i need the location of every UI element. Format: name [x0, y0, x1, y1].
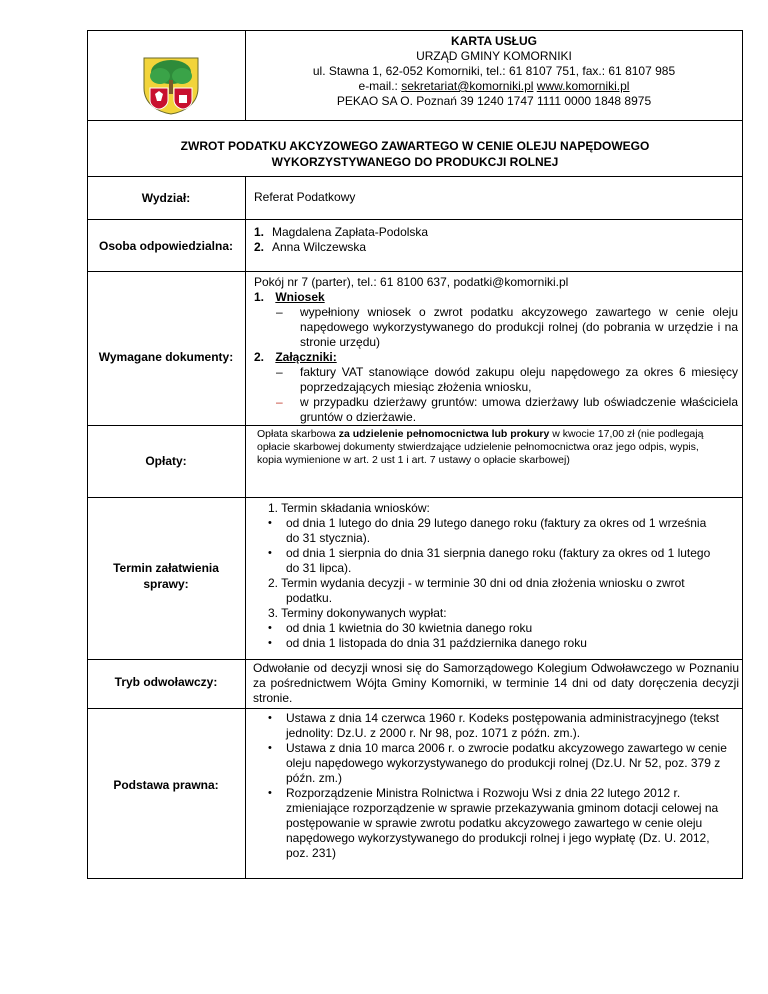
- oplaty-value: [257, 428, 709, 467]
- service-title-line-2: WYKORZYSTYWANEGO DO PRODUKCJI ROLNEJ: [271, 155, 559, 169]
- fee-text: w kwocie 17,00 zł (nie podlegają opłacie skarbowej dokumenty stwierdzające udzielenie pełnomocnictwa oraz jego odpis, wypis, kopia wymienione w art. 2 ust 1 i art. 7 ustawy o opłacie skarbowej): [257, 428, 704, 466]
- paragraph: 2. Termin wydania decyzji - w terminie 30 dni od dnia złożenia wniosku o zwrot: [268, 576, 685, 590]
- item-text: w przypadku dzierżawy gruntów: umowa dzierżawy lub oświadczenie właściciela gruntów o dzierżawie.: [300, 395, 738, 424]
- paragraph: 3. Terminy dokonywanych wypłat:: [268, 606, 447, 620]
- list-item: [268, 636, 718, 651]
- termin-label-line-2: sprawy:: [143, 577, 189, 591]
- dash-bullet: –: [276, 305, 283, 319]
- website-link[interactable]: www.komorniki.pl: [536, 79, 630, 93]
- service-title-line-1: ZWROT PODATKU AKCYZOWEGO ZAWARTEGO W CENIE OLEJU NAPĘDOWEGO: [180, 139, 650, 153]
- podstawa-content: [268, 711, 734, 861]
- list-item: [268, 711, 734, 741]
- item-text: od dnia 1 lutego do dnia 29 lutego danego roku (faktury za okres od 1 września do 31 stycznia).: [286, 516, 707, 545]
- section-title: Załączniki:: [275, 350, 337, 364]
- podstawa-label: Podstawa prawna:: [113, 778, 219, 792]
- bullet: •: [268, 787, 272, 799]
- divider: [87, 271, 743, 272]
- divider: [87, 659, 743, 660]
- osoba-contact: Pokój nr 7 (parter), tel.: 61 8100 637, podatki@komorniki.pl: [254, 275, 569, 289]
- list-item: [254, 225, 738, 240]
- osoba-label: Osoba odpowiedzialna:: [98, 239, 233, 253]
- bullet: •: [268, 712, 272, 724]
- section-number: 2.: [254, 350, 265, 364]
- bullet: •: [268, 547, 272, 559]
- item-text: Ustawa z dnia 14 czerwca 1960 r. Kodeks postępowania administracyjnego (tekst jednolity: Dz.U. z 2000 r. Nr 98, poz. 1071 z późn. zm.).: [286, 711, 719, 740]
- divider: [87, 176, 743, 177]
- list-item: [268, 741, 734, 786]
- dash-bullet: –: [276, 395, 283, 409]
- divider: [87, 708, 743, 709]
- section-2: [254, 350, 738, 365]
- header-block: [245, 34, 743, 109]
- dokumenty-content: [254, 290, 738, 425]
- list-item: [254, 240, 738, 255]
- bullet: •: [268, 637, 272, 649]
- list-number: 2.: [254, 240, 265, 254]
- item-text: faktury VAT stanowiące dowód zakupu oleju napędowego za okres 6 miesięcy poprzedzających miesiąc złożenia wniosku,: [300, 365, 738, 394]
- paragraph: 1. Termin składania wniosków:: [268, 501, 430, 515]
- wydzial-label: Wydział:: [141, 191, 191, 205]
- section-number: 1.: [254, 290, 265, 304]
- dokumenty-label: Wymagane dokumenty:: [98, 350, 234, 364]
- bullet: •: [268, 622, 272, 634]
- divider: [87, 425, 743, 426]
- section-1: [254, 290, 738, 305]
- list-item: [268, 621, 718, 636]
- bullet: •: [268, 742, 272, 754]
- office-address: ul. Stawna 1, 62-052 Komorniki, tel.: 61 8107 751, fax.: 61 8107 985: [312, 64, 676, 78]
- item-text: Ustawa z dnia 10 marca 2006 r. o zwrocie podatku akcyzowego zawartego w cenie oleju napędowego wykorzystywanego do produkcji rolnej (Dz.U. Nr 52, poz. 379 z późn. zm.): [286, 741, 727, 785]
- item-text: wypełniony wniosek o zwrot podatku akcyzowego zawartego w cenie oleju napędowego wykorzystywanego do produkcji rolnej (do pobrania w urzędzie i na stronie urzędu): [300, 305, 738, 349]
- list-item: [254, 305, 738, 350]
- item-text: od dnia 1 listopada do dnia 31 października danego roku: [286, 636, 587, 650]
- list-number: 1.: [254, 225, 265, 239]
- fee-text: Opłata skarbowa: [257, 428, 339, 440]
- oplaty-label: Opłaty:: [145, 454, 187, 468]
- paragraph: podatku.: [286, 591, 333, 605]
- wydzial-value: Referat Podatkowy: [254, 190, 356, 204]
- tryb-label: Tryb odwoławczy:: [114, 675, 218, 689]
- section-title: Wniosek: [275, 290, 325, 304]
- divider: [87, 497, 743, 498]
- column-divider: [245, 176, 246, 879]
- service-title: [88, 138, 742, 170]
- office-name: URZĄD GMINY KOMORNIKI: [416, 49, 572, 63]
- osoba-list: [254, 225, 738, 255]
- card-title: KARTA USŁUG: [451, 34, 537, 48]
- list-item: [268, 546, 718, 576]
- bank-account: PEKAO SA O. Poznań 39 1240 1747 1111 0000 1848 8975: [336, 94, 652, 108]
- tryb-value: Odwołanie od decyzji wnosi się do Samorządowego Kolegium Odwoławczego w Poznaniu za pośrednictwem Wójta Gminy Komorniki, w terminie 14 dni od daty doręczenia decyzji stronie.: [253, 661, 739, 705]
- termin-content: [268, 501, 718, 651]
- person-name: Magdalena Zapłata-Podolska: [272, 225, 429, 239]
- person-name: Anna Wilczewska: [272, 240, 367, 254]
- divider: [87, 120, 743, 121]
- termin-label-line-1: Termin załatwienia: [113, 561, 219, 575]
- list-item: [268, 516, 718, 546]
- list-item: [254, 365, 738, 395]
- termin-label: [88, 560, 244, 592]
- list-item: [268, 786, 734, 861]
- email-link[interactable]: sekretariat@komorniki.pl: [401, 79, 534, 93]
- item-text: od dnia 1 kwietnia do 30 kwietnia danego roku: [286, 621, 533, 635]
- dash-bullet: –: [276, 365, 283, 379]
- fee-text-bold: za udzielenie pełnomocnictwa lub prokury: [338, 428, 550, 440]
- list-item: [254, 395, 738, 425]
- komorniki-coat-of-arms-logo: [140, 54, 202, 116]
- item-text: od dnia 1 sierpnia do dnia 31 sierpnia danego roku (faktury za okres od 1 lutego do 31 lipca).: [286, 546, 711, 575]
- contact-line: [245, 79, 743, 94]
- email-prefix: e-mail.:: [358, 79, 402, 93]
- item-text: Rozporządzenie Ministra Rolnictwa i Rozwoju Wsi z dnia 22 lutego 2012 r. zmieniające rozporządzenie w sprawie przekazywania gminom dotacji celowej na postępowanie w sprawie zwrotu podatku akcyzowego zawartego w cenie oleju napędowego wykorzystywanego do produkcji rolnej i jego wypłatę (Dz. U. 2012, poz. 231): [286, 786, 719, 860]
- divider: [87, 219, 743, 220]
- bullet: •: [268, 517, 272, 529]
